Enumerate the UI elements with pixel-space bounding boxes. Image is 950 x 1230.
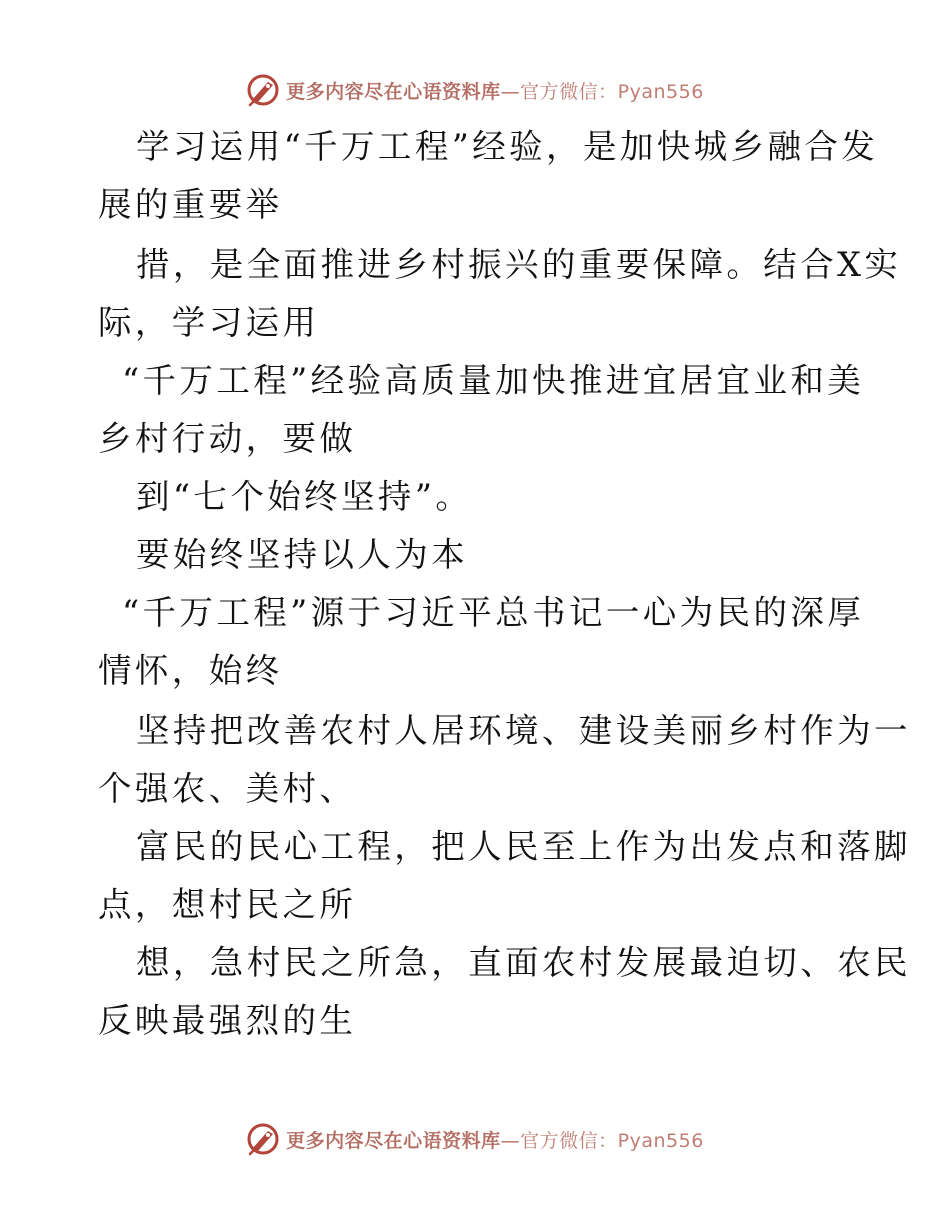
text-line: 展的重要举 bbox=[98, 185, 283, 224]
text-line: 际，学习运用 bbox=[98, 303, 320, 342]
text-line: 坚持把改善农村人居环境、建设美丽乡村作为一 bbox=[136, 711, 911, 750]
text-line: 乡村行动，要做 bbox=[98, 419, 357, 458]
header-banner-lead: 更多内容尽在心语资料库 bbox=[286, 80, 501, 103]
footer-banner-text bbox=[286, 1126, 704, 1153]
header-banner-text bbox=[286, 77, 704, 104]
pen-nib-logo-icon bbox=[246, 1122, 280, 1156]
text-line: 点，想村民之所 bbox=[98, 885, 357, 924]
text-line: 到“七个始终坚持”。 bbox=[136, 477, 473, 516]
text-line: 富民的民心工程，把人民至上作为出发点和落脚 bbox=[136, 827, 911, 866]
text-line: 反映最强烈的生 bbox=[98, 1001, 357, 1040]
footer-banner-dash: — bbox=[500, 1129, 521, 1152]
text-line: 情怀，始终 bbox=[98, 651, 283, 690]
header-banner bbox=[0, 68, 950, 112]
text-line: 想，急村民之所急，直面农村发展最迫切、农民 bbox=[136, 943, 911, 982]
text-line: “千万工程”源于习近平总书记一心为民的深厚 bbox=[122, 593, 865, 632]
footer-banner-lead: 更多内容尽在心语资料库 bbox=[286, 1129, 501, 1152]
pen-nib-logo-icon bbox=[246, 73, 280, 107]
footer-banner-wechat: 官方微信：Pyan556 bbox=[520, 1129, 704, 1152]
header-banner-wechat: 官方微信：Pyan556 bbox=[520, 80, 704, 103]
text-line: 措，是全面推进乡村振兴的重要保障。结合X实 bbox=[136, 245, 902, 284]
text-line: “千万工程”经验高质量加快推进宜居宜业和美 bbox=[122, 361, 865, 400]
text-line: 个强农、美村、 bbox=[98, 769, 357, 808]
text-line: 学习运用“千万工程”经验，是加快城乡融合发 bbox=[136, 127, 879, 166]
header-banner-dash: — bbox=[500, 80, 521, 103]
section-heading: 要始终坚持以人为本 bbox=[136, 535, 469, 574]
footer-banner bbox=[0, 1117, 950, 1161]
